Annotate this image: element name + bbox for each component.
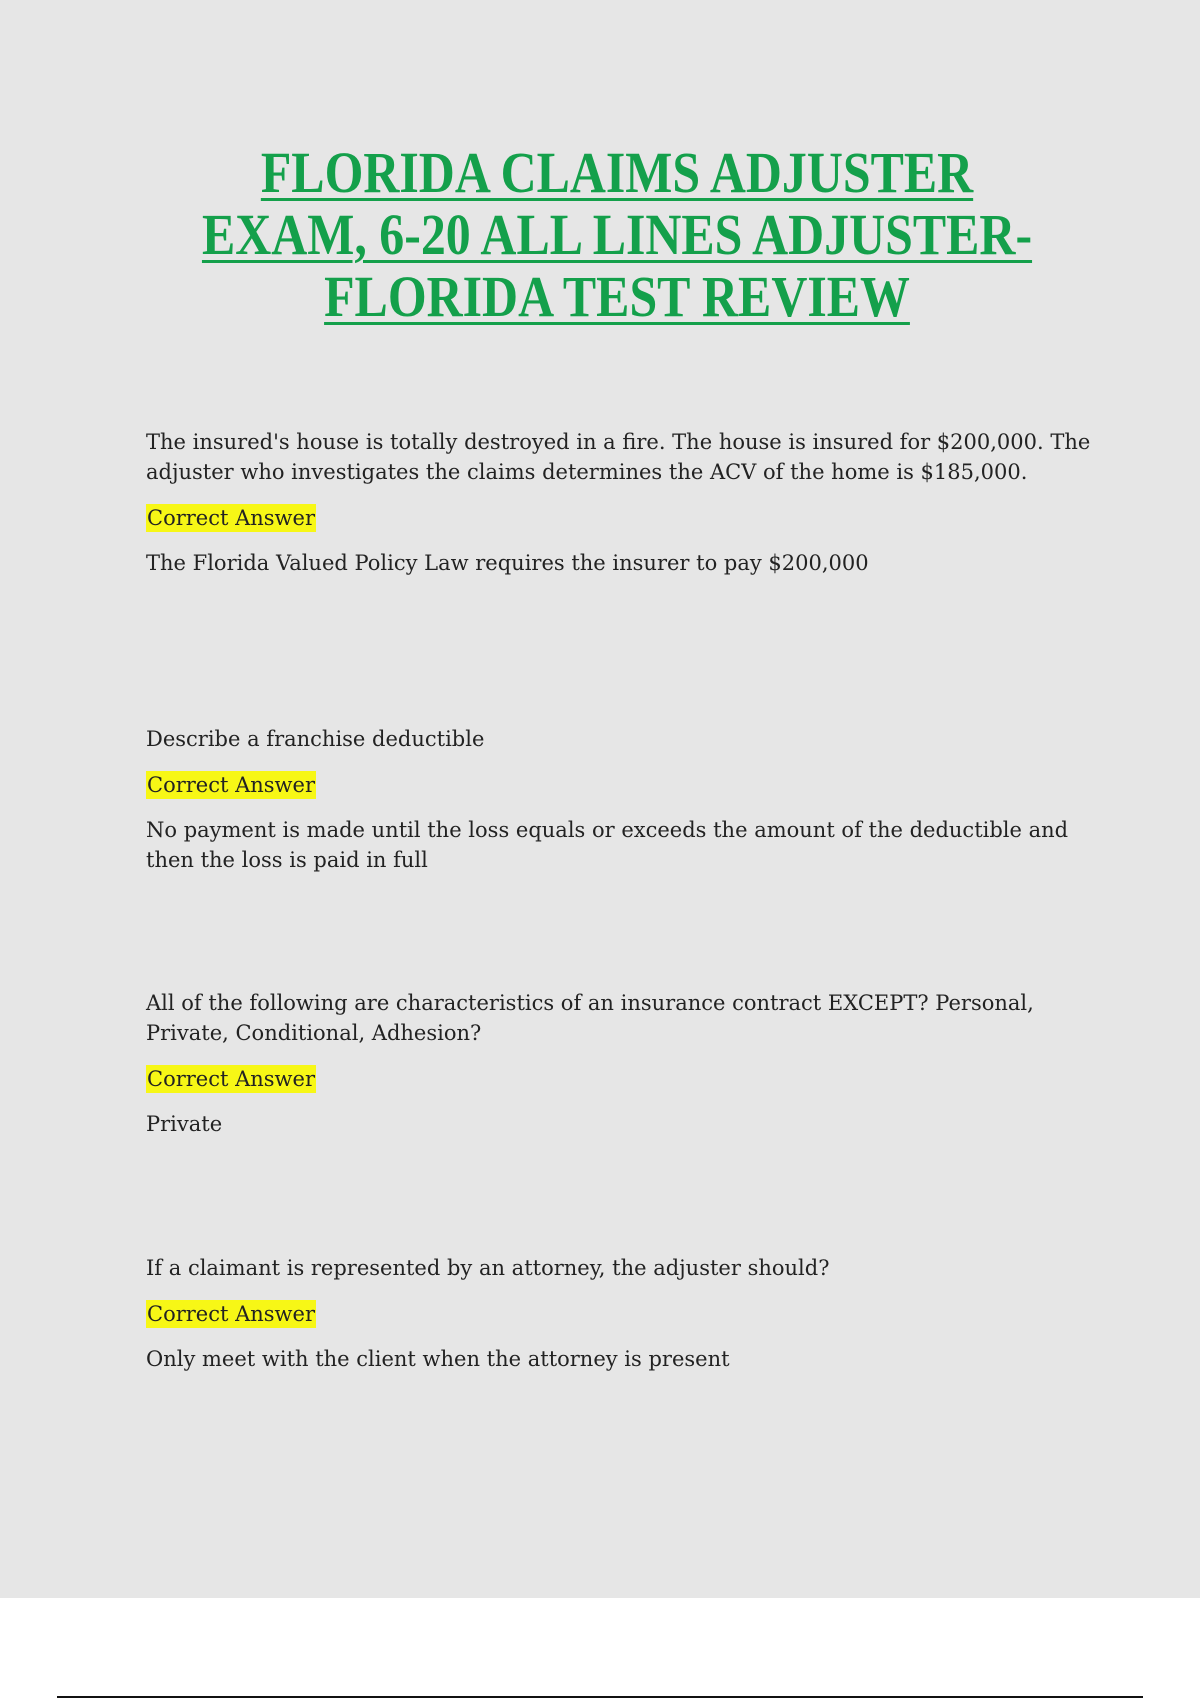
title-line-2: EXAM, 6-20 ALL LINES ADJUSTER-: [201, 202, 1033, 267]
document-title: [86, 142, 1147, 328]
correct-answer-label: Correct Answer: [147, 773, 315, 797]
title-line-1: FLORIDA CLAIMS ADJUSTER: [260, 140, 974, 205]
correct-answer-label: Correct Answer: [147, 1302, 315, 1326]
title-line-3: FLORIDA TEST REVIEW: [324, 264, 910, 329]
answer-text: No payment is made until the loss equals or exceeds the amount of the deductible and then the loss is paid in full: [146, 818, 1069, 872]
question-text: If a claimant is represented by an attorney, the adjuster should?: [146, 1256, 830, 1280]
footer-divider: [57, 1696, 1143, 1698]
qa-item: [146, 724, 1096, 875]
qa-item: [146, 427, 1096, 578]
answer-text: Only meet with the client when the attorney is present: [146, 1347, 730, 1371]
correct-answer-label: Correct Answer: [147, 1067, 315, 1091]
question-text: All of the following are characteristics of an insurance contract EXCEPT? Personal, Private, Conditional, Adhesion?: [146, 991, 1034, 1045]
qa-item: [146, 1253, 1096, 1374]
correct-answer-label: Correct Answer: [147, 506, 315, 530]
answer-text: The Florida Valued Policy Law requires the insurer to pay $200,000: [146, 551, 869, 575]
question-text: Describe a franchise deductible: [146, 727, 485, 751]
qa-item: [146, 988, 1096, 1139]
answer-text: Private: [146, 1112, 223, 1136]
question-text: The insured's house is totally destroyed in a fire. The house is insured for $200,000. The adjuster who investigates the claims determines the ACV of the home is $185,000.: [146, 430, 1091, 484]
